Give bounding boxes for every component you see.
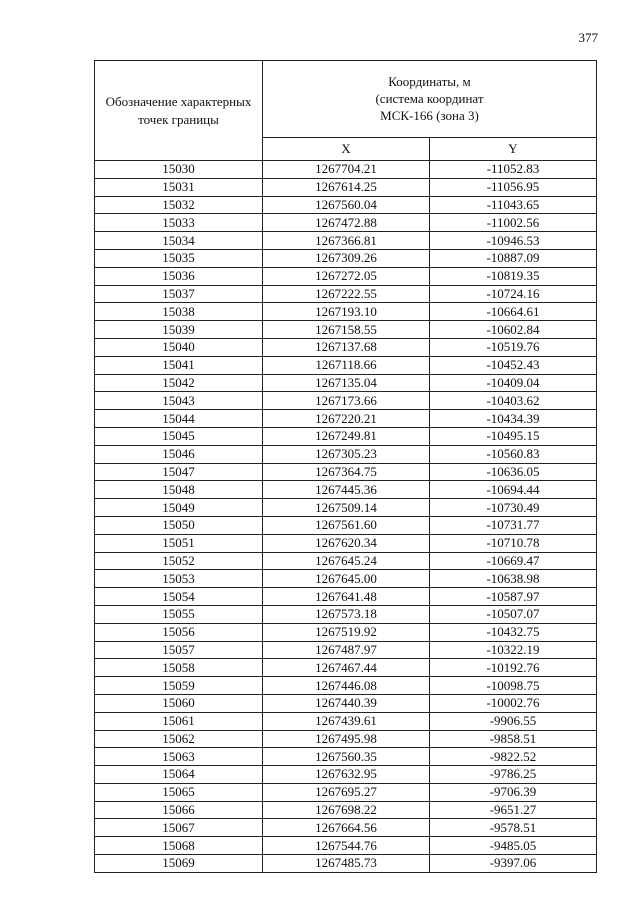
table-row <box>95 552 597 570</box>
table-row <box>95 374 597 392</box>
x-coordinate-cell: 1267158.55 <box>263 321 430 339</box>
table-row <box>95 712 597 730</box>
y-coordinate-cell: -9906.55 <box>430 712 597 730</box>
point-id-cell: 15040 <box>95 338 263 356</box>
table-row <box>95 321 597 339</box>
x-coordinate-cell: 1267366.81 <box>263 232 430 250</box>
y-coordinate-cell: -10638.98 <box>430 570 597 588</box>
y-coordinate-cell: -10887.09 <box>430 249 597 267</box>
table-row <box>95 356 597 374</box>
table-row <box>95 588 597 606</box>
page-number: 377 <box>578 30 598 45</box>
point-id-cell: 15031 <box>95 178 263 196</box>
y-coordinate-cell: -9786.25 <box>430 766 597 784</box>
x-coordinate-cell: 1267364.75 <box>263 463 430 481</box>
point-id-cell: 15064 <box>95 766 263 784</box>
table-row <box>95 641 597 659</box>
x-coordinate-cell: 1267445.36 <box>263 481 430 499</box>
x-coordinate-cell: 1267467.44 <box>263 659 430 677</box>
x-coordinate-cell: 1267495.98 <box>263 730 430 748</box>
x-coordinate-cell: 1267561.60 <box>263 516 430 534</box>
y-coordinate-cell: -10432.75 <box>430 623 597 641</box>
table-row <box>95 392 597 410</box>
x-coordinate-cell: 1267645.00 <box>263 570 430 588</box>
point-id-cell: 15045 <box>95 427 263 445</box>
table-row <box>95 481 597 499</box>
y-coordinate-cell: -11002.56 <box>430 214 597 232</box>
y-coordinate-cell: -10507.07 <box>430 605 597 623</box>
y-coordinate-cell: -9578.51 <box>430 819 597 837</box>
table-row <box>95 161 597 179</box>
y-coordinate-cell: -10636.05 <box>430 463 597 481</box>
point-id-cell: 15050 <box>95 516 263 534</box>
y-coordinate-cell: -10730.49 <box>430 499 597 517</box>
table-row <box>95 214 597 232</box>
point-id-cell: 15036 <box>95 267 263 285</box>
x-coordinate-cell: 1267220.21 <box>263 410 430 428</box>
table-row <box>95 659 597 677</box>
table-row <box>95 338 597 356</box>
y-coordinate-cell: -10710.78 <box>430 534 597 552</box>
x-coordinate-cell: 1267509.14 <box>263 499 430 517</box>
y-coordinate-cell: -9651.27 <box>430 801 597 819</box>
point-id-cell: 15044 <box>95 410 263 428</box>
point-id-cell: 15060 <box>95 694 263 712</box>
y-coordinate-cell: -10664.61 <box>430 303 597 321</box>
y-coordinate-cell: -9397.06 <box>430 855 597 873</box>
y-coordinate-cell: -10495.15 <box>430 427 597 445</box>
y-coordinate-cell: -10560.83 <box>430 445 597 463</box>
table-row <box>95 819 597 837</box>
table-row <box>95 516 597 534</box>
x-coordinate-cell: 1267620.34 <box>263 534 430 552</box>
point-id-cell: 15063 <box>95 748 263 766</box>
table-row <box>95 445 597 463</box>
x-coordinate-cell: 1267544.76 <box>263 837 430 855</box>
table-row <box>95 249 597 267</box>
header-coordinates-line1: Координаты, м <box>388 74 471 90</box>
table-row <box>95 855 597 873</box>
x-coordinate-cell: 1267704.21 <box>263 161 430 179</box>
x-coordinate-cell: 1267632.95 <box>263 766 430 784</box>
table-row <box>95 178 597 196</box>
x-coordinate-cell: 1267249.81 <box>263 427 430 445</box>
x-coordinate-cell: 1267440.39 <box>263 694 430 712</box>
x-coordinate-cell: 1267222.55 <box>263 285 430 303</box>
point-id-cell: 15041 <box>95 356 263 374</box>
header-x: X <box>263 137 430 160</box>
point-id-cell: 15059 <box>95 677 263 695</box>
x-coordinate-cell: 1267118.66 <box>263 356 430 374</box>
point-id-cell: 15066 <box>95 801 263 819</box>
table-row <box>95 499 597 517</box>
table-row <box>95 677 597 695</box>
table-row <box>95 410 597 428</box>
point-id-cell: 15062 <box>95 730 263 748</box>
x-coordinate-cell: 1267664.56 <box>263 819 430 837</box>
y-coordinate-cell: -11043.65 <box>430 196 597 214</box>
x-coordinate-cell: 1267645.24 <box>263 552 430 570</box>
header-coordinates <box>263 61 597 138</box>
table-row <box>95 766 597 784</box>
y-coordinate-cell: -10322.19 <box>430 641 597 659</box>
table-row <box>95 232 597 250</box>
x-coordinate-cell: 1267193.10 <box>263 303 430 321</box>
table-row <box>95 196 597 214</box>
point-id-cell: 15042 <box>95 374 263 392</box>
y-coordinate-cell: -10602.84 <box>430 321 597 339</box>
y-coordinate-cell: -10434.39 <box>430 410 597 428</box>
point-id-cell: 15054 <box>95 588 263 606</box>
x-coordinate-cell: 1267641.48 <box>263 588 430 606</box>
point-id-cell: 15053 <box>95 570 263 588</box>
x-coordinate-cell: 1267135.04 <box>263 374 430 392</box>
point-id-cell: 15056 <box>95 623 263 641</box>
point-id-cell: 15049 <box>95 499 263 517</box>
x-coordinate-cell: 1267519.92 <box>263 623 430 641</box>
y-coordinate-cell: -10002.76 <box>430 694 597 712</box>
table-row <box>95 534 597 552</box>
x-coordinate-cell: 1267305.23 <box>263 445 430 463</box>
point-id-cell: 15037 <box>95 285 263 303</box>
point-id-cell: 15032 <box>95 196 263 214</box>
point-id-cell: 15035 <box>95 249 263 267</box>
table-row <box>95 463 597 481</box>
point-id-cell: 15069 <box>95 855 263 873</box>
y-coordinate-cell: -10669.47 <box>430 552 597 570</box>
table-row <box>95 837 597 855</box>
y-coordinate-cell: -9822.52 <box>430 748 597 766</box>
x-coordinate-cell: 1267487.97 <box>263 641 430 659</box>
point-id-cell: 15046 <box>95 445 263 463</box>
x-coordinate-cell: 1267446.08 <box>263 677 430 695</box>
y-coordinate-cell: -10819.35 <box>430 267 597 285</box>
table-row <box>95 694 597 712</box>
table-row <box>95 748 597 766</box>
point-id-cell: 15043 <box>95 392 263 410</box>
point-id-cell: 15038 <box>95 303 263 321</box>
table-row <box>95 623 597 641</box>
y-coordinate-cell: -10098.75 <box>430 677 597 695</box>
table-body <box>95 161 597 873</box>
y-coordinate-cell: -9858.51 <box>430 730 597 748</box>
point-id-cell: 15033 <box>95 214 263 232</box>
table-row <box>95 267 597 285</box>
y-coordinate-cell: -9706.39 <box>430 783 597 801</box>
x-coordinate-cell: 1267439.61 <box>263 712 430 730</box>
y-coordinate-cell: -10519.76 <box>430 338 597 356</box>
x-coordinate-cell: 1267695.27 <box>263 783 430 801</box>
x-coordinate-cell: 1267485.73 <box>263 855 430 873</box>
table-row <box>95 303 597 321</box>
point-id-cell: 15068 <box>95 837 263 855</box>
header-point-label: Обозначение характерных точек границы <box>95 61 263 161</box>
point-id-cell: 15067 <box>95 819 263 837</box>
point-id-cell: 15030 <box>95 161 263 179</box>
point-id-cell: 15052 <box>95 552 263 570</box>
x-coordinate-cell: 1267560.04 <box>263 196 430 214</box>
point-id-cell: 15061 <box>95 712 263 730</box>
table-row <box>95 605 597 623</box>
y-coordinate-cell: -10452.43 <box>430 356 597 374</box>
y-coordinate-cell: -10587.97 <box>430 588 597 606</box>
x-coordinate-cell: 1267272.05 <box>263 267 430 285</box>
table-row <box>95 427 597 445</box>
table-row <box>95 730 597 748</box>
point-id-cell: 15057 <box>95 641 263 659</box>
point-id-cell: 15065 <box>95 783 263 801</box>
table-header <box>95 61 597 161</box>
x-coordinate-cell: 1267309.26 <box>263 249 430 267</box>
header-coordinates-line3: МСК-166 (зона 3) <box>380 108 479 124</box>
y-coordinate-cell: -11052.83 <box>430 161 597 179</box>
table-row <box>95 801 597 819</box>
table-row <box>95 285 597 303</box>
x-coordinate-cell: 1267573.18 <box>263 605 430 623</box>
y-coordinate-cell: -9485.05 <box>430 837 597 855</box>
x-coordinate-cell: 1267173.66 <box>263 392 430 410</box>
point-id-cell: 15055 <box>95 605 263 623</box>
x-coordinate-cell: 1267560.35 <box>263 748 430 766</box>
y-coordinate-cell: -10731.77 <box>430 516 597 534</box>
x-coordinate-cell: 1267137.68 <box>263 338 430 356</box>
coordinates-table <box>94 60 597 873</box>
point-id-cell: 15048 <box>95 481 263 499</box>
point-id-cell: 15051 <box>95 534 263 552</box>
x-coordinate-cell: 1267698.22 <box>263 801 430 819</box>
y-coordinate-cell: -11056.95 <box>430 178 597 196</box>
y-coordinate-cell: -10409.04 <box>430 374 597 392</box>
y-coordinate-cell: -10946.53 <box>430 232 597 250</box>
x-coordinate-cell: 1267472.88 <box>263 214 430 232</box>
table-row <box>95 783 597 801</box>
point-id-cell: 15039 <box>95 321 263 339</box>
y-coordinate-cell: -10694.44 <box>430 481 597 499</box>
x-coordinate-cell: 1267614.25 <box>263 178 430 196</box>
table-row <box>95 570 597 588</box>
y-coordinate-cell: -10192.76 <box>430 659 597 677</box>
header-y: Y <box>430 137 597 160</box>
y-coordinate-cell: -10724.16 <box>430 285 597 303</box>
point-id-cell: 15058 <box>95 659 263 677</box>
y-coordinate-cell: -10403.62 <box>430 392 597 410</box>
header-coordinates-line2: (система координат <box>375 91 484 107</box>
point-id-cell: 15047 <box>95 463 263 481</box>
point-id-cell: 15034 <box>95 232 263 250</box>
